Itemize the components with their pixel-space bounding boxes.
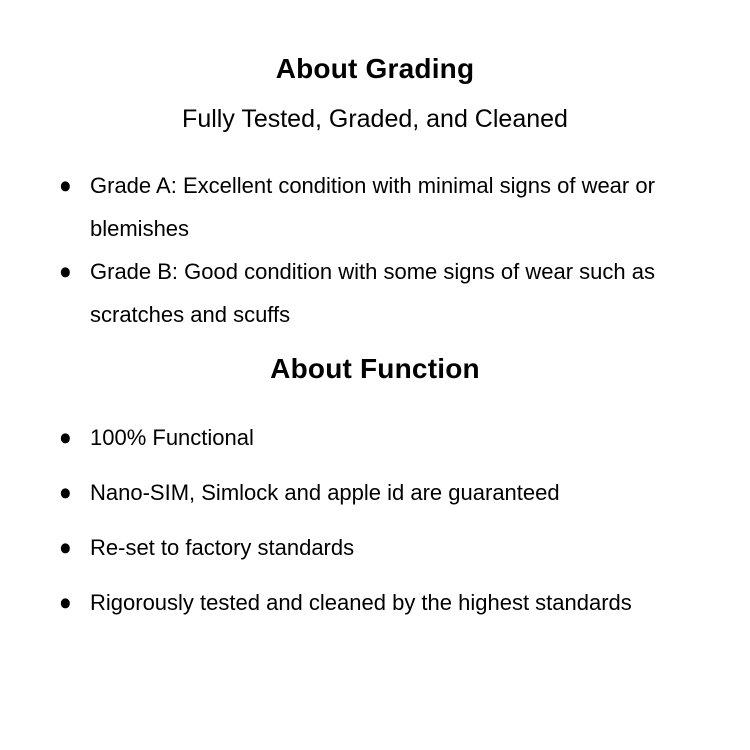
grading-section-subtitle: Fully Tested, Graded, and Cleaned	[182, 105, 568, 133]
list-item	[59, 471, 750, 514]
grading-bullet-list	[0, 164, 750, 336]
bullet-text: Rigorously tested and cleaned by the highest standards	[90, 590, 632, 615]
bullet-text: Nano-SIM, Simlock and apple id are guaranteed	[90, 480, 560, 505]
bullet-text: Grade B: Good condition with some signs of wear such as scratches and scuffs	[90, 259, 655, 327]
list-item	[59, 250, 750, 336]
bullet-icon: ●	[59, 589, 72, 616]
bullet-icon: ●	[59, 424, 72, 451]
grading-section-title: About Grading	[275, 53, 475, 84]
function-section-title: About Function	[270, 353, 480, 384]
list-item	[59, 164, 750, 250]
bullet-text: Re-set to factory standards	[90, 535, 355, 560]
list-item	[59, 416, 750, 459]
bullet-icon: ●	[59, 172, 72, 199]
bullet-text: Grade A: Excellent condition with minimal signs of wear or blemishes	[90, 173, 655, 241]
function-bullet-list	[0, 416, 750, 624]
list-item	[59, 526, 750, 569]
bullet-text: 100% Functional	[90, 425, 254, 450]
list-item	[59, 581, 750, 624]
bullet-icon: ●	[59, 534, 72, 561]
bullet-icon: ●	[59, 479, 72, 506]
bullet-icon: ●	[59, 258, 72, 285]
